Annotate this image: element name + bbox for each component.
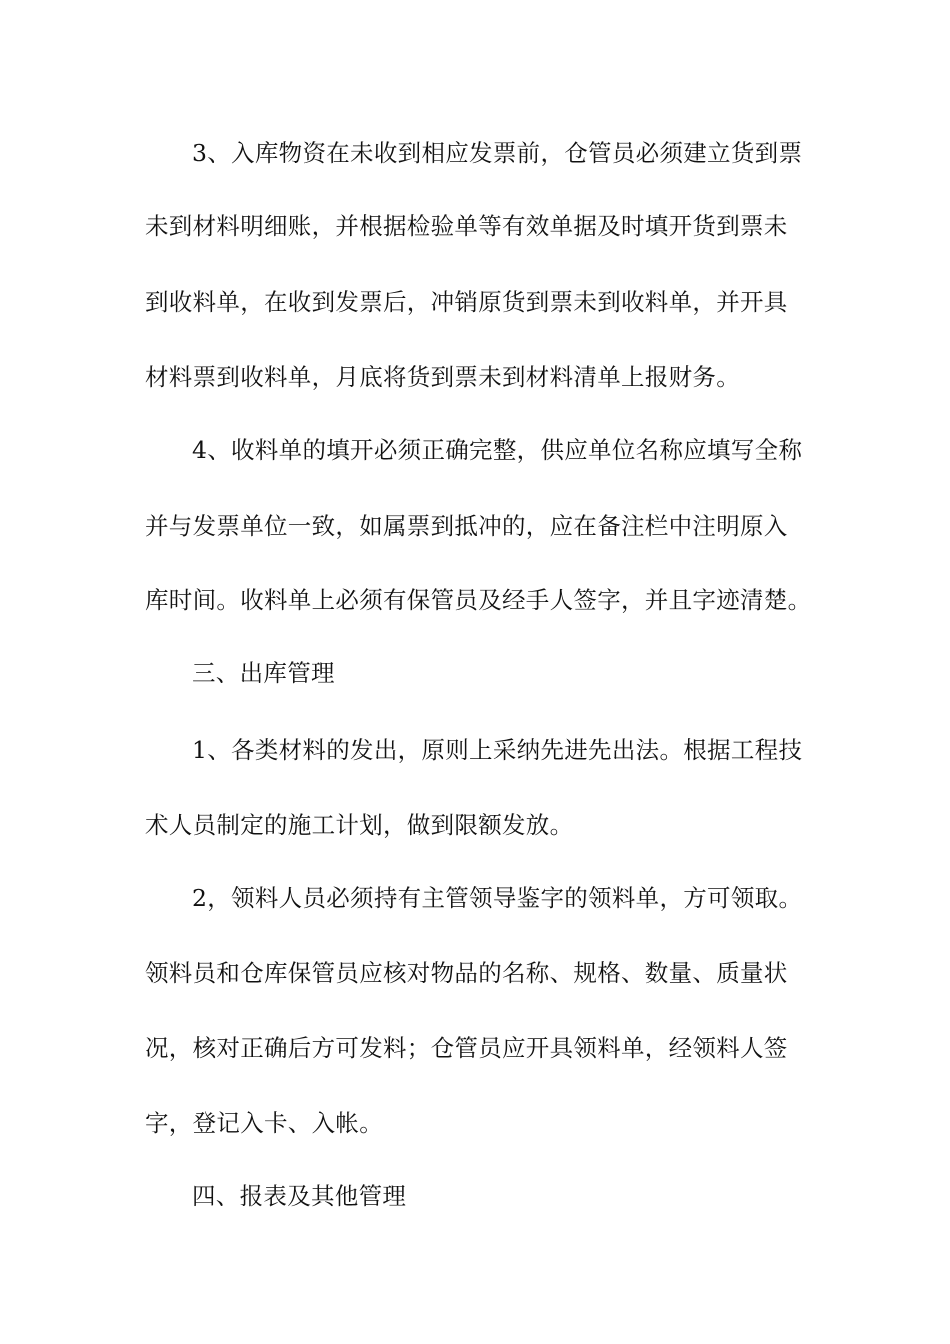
outbound-paragraph-2-line-2: 领料员和仓库保管员应核对物品的名称、规格、数量、质量状 [145,959,788,987]
paragraph-3-line-2: 未到材料明细账，并根据检验单等有效单据及时填开货到票未 [145,212,788,240]
outbound-paragraph-2-line-1: 2，领料人员必须持有主管领导鉴字的领料单，方可领取。 [192,884,803,912]
paragraph-3-line-3: 到收料单，在收到发票后，冲销原货到票未到收料单，并开具 [145,288,788,316]
outbound-paragraph-1-line-1: 1、各类材料的发出，原则上采纳先进先出法。根据工程技 [192,736,803,764]
outbound-paragraph-2-line-4: 字，登记入卡、入帐。 [145,1109,383,1137]
paragraph-4-line-3: 库时间。收料单上必须有保管员及经手人签字，并且字迹清楚。 [145,586,812,614]
section-heading-reports: 四、报表及其他管理 [192,1182,407,1210]
paragraph-3-line-1: 3、入库物资在未收到相应发票前，仓管员必须建立货到票 [192,139,803,167]
paragraph-3-line-4: 材料票到收料单，月底将货到票未到材料清单上报财务。 [145,363,740,391]
outbound-paragraph-2-line-3: 况，核对正确后方可发料；仓管员应开具领料单，经领料人签 [145,1034,788,1062]
paragraph-4-line-1: 4、收料单的填开必须正确完整，供应单位名称应填写全称 [192,436,803,464]
outbound-paragraph-1-line-2: 术人员制定的施工计划，做到限额发放。 [145,811,574,839]
paragraph-4-line-2: 并与发票单位一致，如属票到抵冲的，应在备注栏中注明原入 [145,512,788,540]
section-heading-outbound: 三、出库管理 [192,659,335,687]
